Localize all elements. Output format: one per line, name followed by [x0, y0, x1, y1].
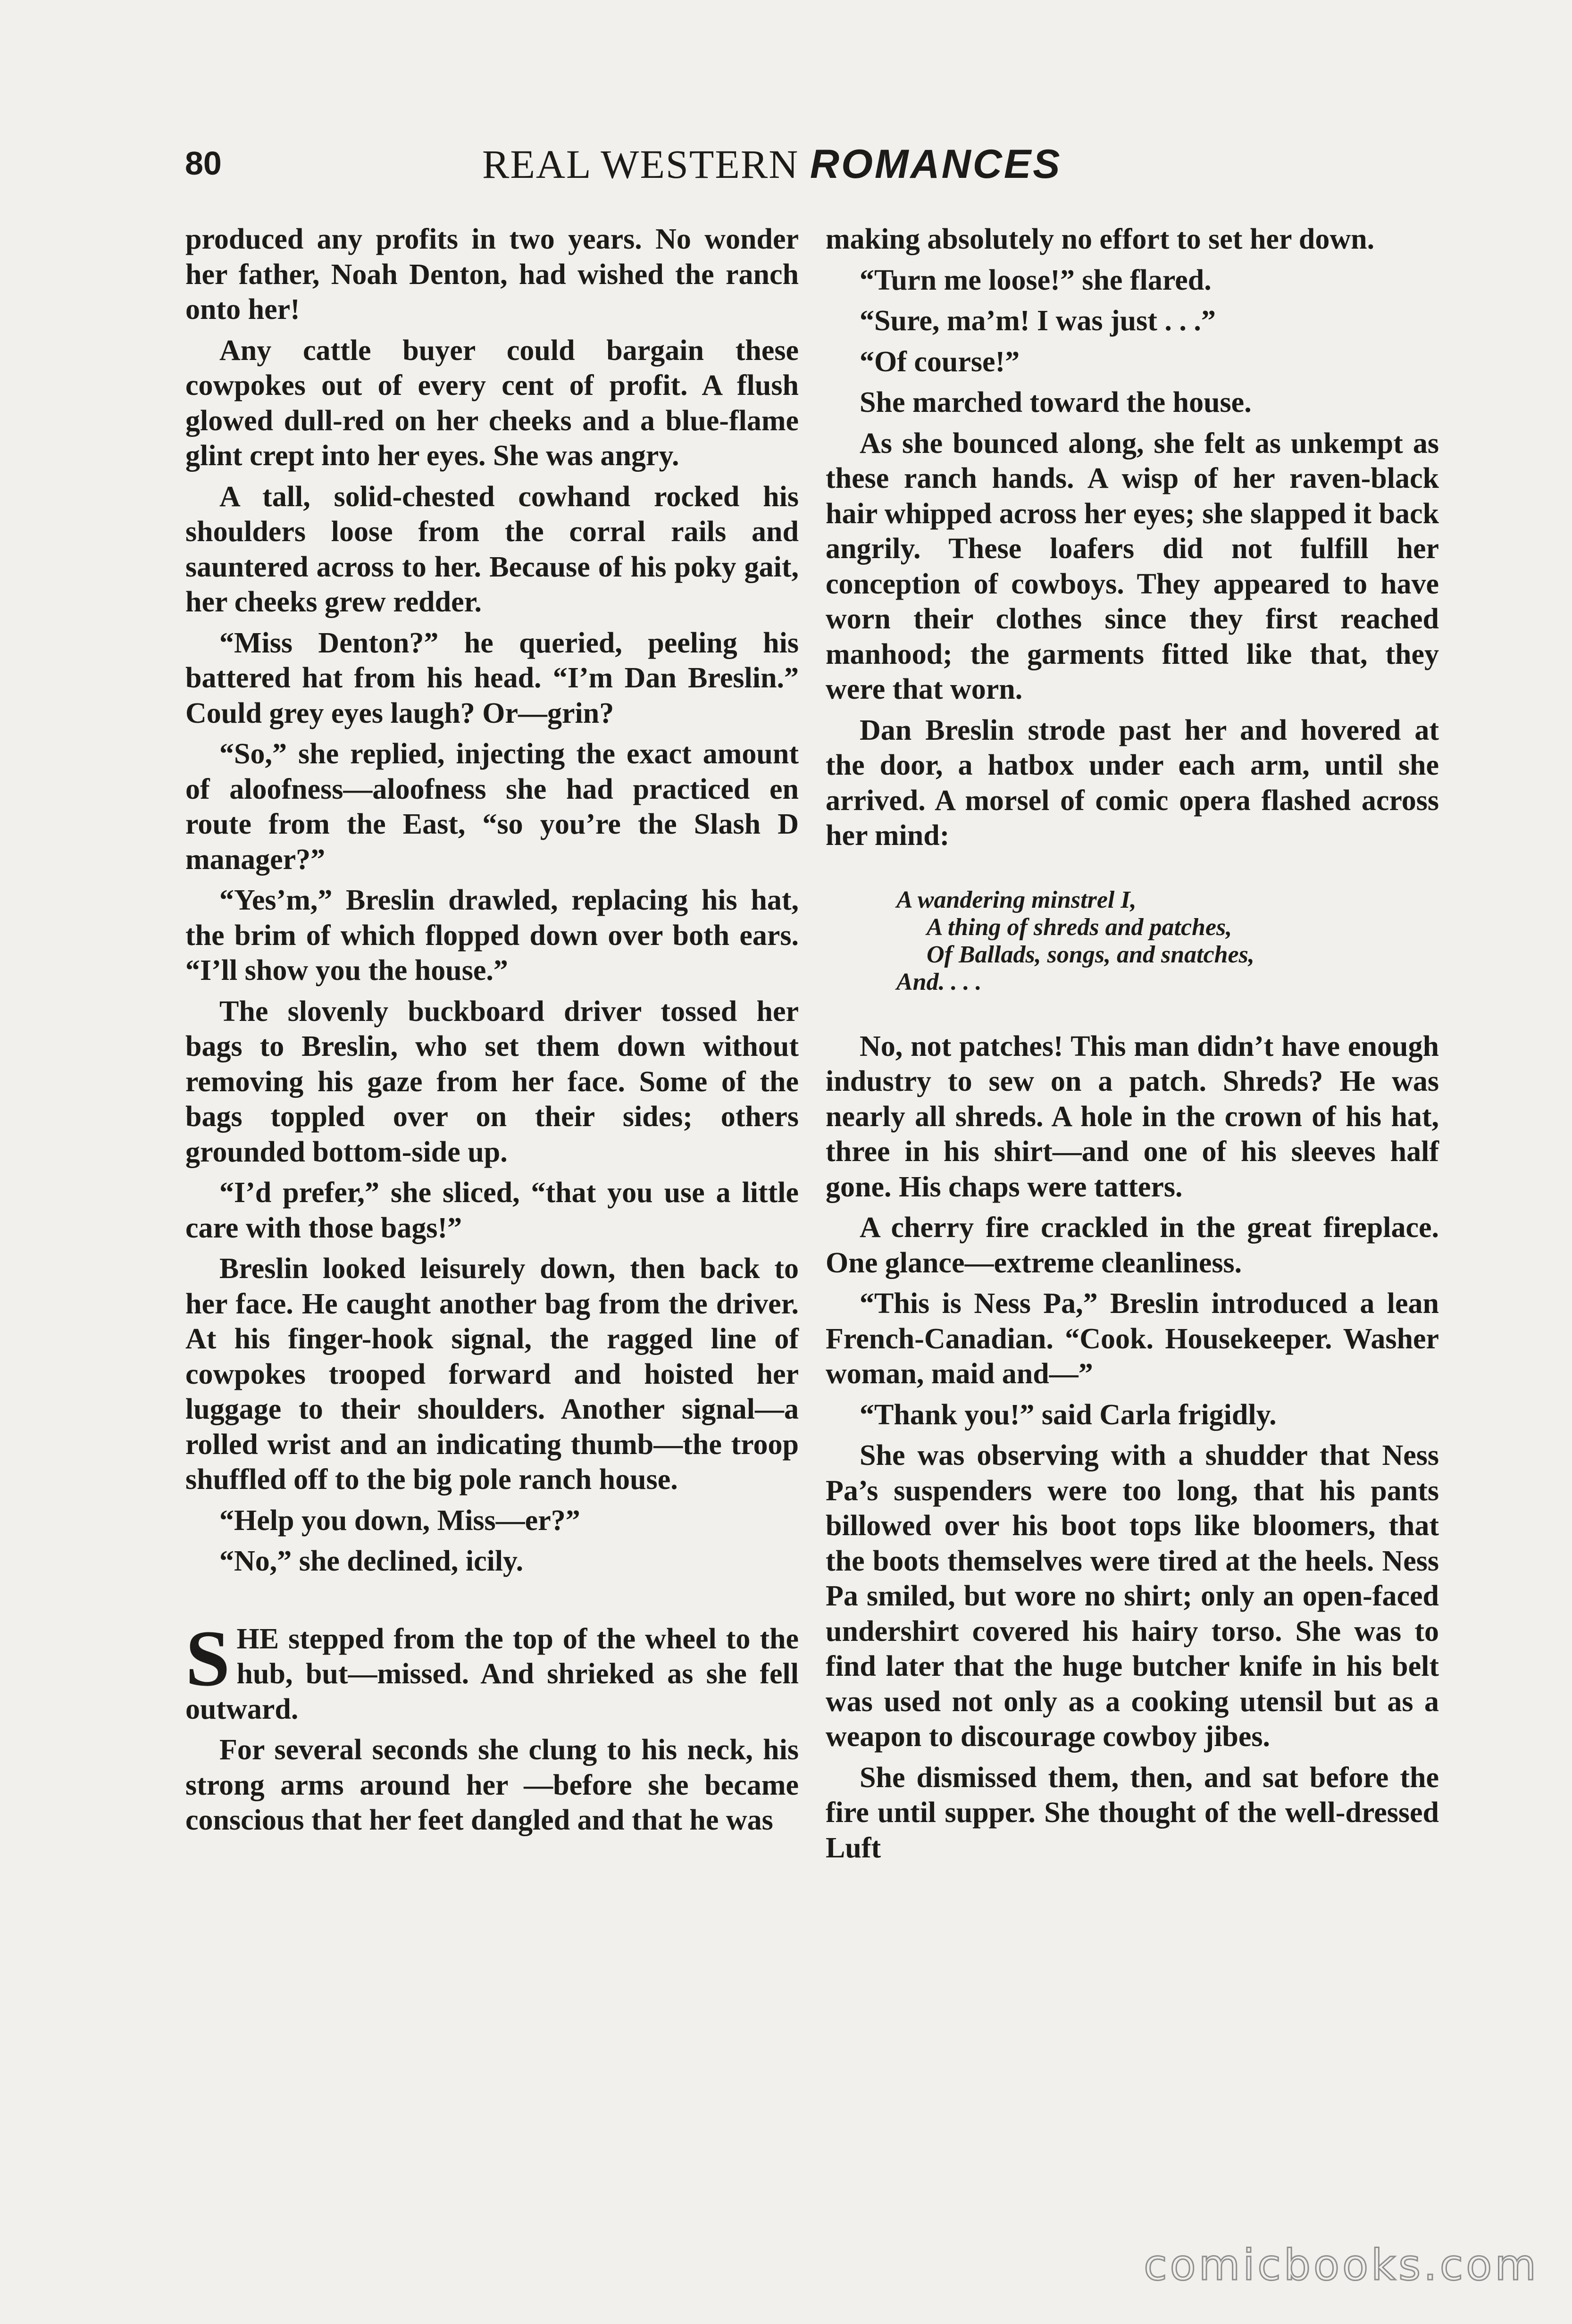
paragraph: She was observing with a shudder that Ness Pa’s suspenders were too long, that his pants billowed over his boot tops like bloomers, that the boots themselves were tired at the heels. Ness Pa smiled, but wore no shirt; only an open-faced undershirt covered his hairy torso. She was to find later that the huge butcher knife in his belt was used not only as a cooking utensil but as a weapon to discourage cowboy jibes.: [826, 1439, 1439, 1753]
paragraph: “This is Ness Pa,” Breslin introduced a lean French-Canadian. “Cook. Housekeeper. Washer woman, maid and—”: [826, 1287, 1439, 1390]
title-styled: ROMANCES: [810, 142, 1062, 187]
paragraph: “Sure, ma’m! I was just . . .”: [860, 305, 1216, 337]
left-column: [185, 222, 799, 1844]
paragraph: “Of course!”: [860, 345, 1020, 378]
page-header: [185, 141, 1412, 197]
paragraph: “Miss Denton?” he queried, peeling his battered hat from his head. “I’m Dan Breslin.” Could grey eyes laugh? Or—grin?: [185, 627, 799, 729]
title-plain: REAL WESTERN: [482, 142, 799, 187]
paragraph: The slovenly buckboard driver tossed her bags to Breslin, who set them down without removing his gaze from her face. Some of the bags toppled over on their sides; others grounded bottom-side up.: [185, 995, 799, 1168]
paragraph: produced any profits in two years. No wonder her father, Noah Denton, had wished the ranch onto her!: [185, 223, 799, 326]
paragraph: A cherry fire crackled in the great fireplace. One glance—extreme cleanliness.: [826, 1212, 1439, 1279]
paragraph: “Help you down, Miss—er?”: [219, 1504, 580, 1537]
poem-quote: [896, 886, 1439, 996]
paragraph: Breslin looked leisurely down, then back to her face. He caught another bag from the driver. At his finger-hook signal, the ragged line of cowpokes trooped forward and hoisted her luggage to their shoulders. Another signal—a rolled wrist and an indicating thumb—the troop shuffled off to the big pole ranch house.: [185, 1253, 799, 1496]
paragraph: A tall, solid-chested cowhand rocked his shoulders loose from the corral rails and sauntered across to her. Because of his poky gait, her cheeks grew redder.: [185, 480, 799, 618]
paragraph: No, not patches! This man didn’t have enough industry to sew on a patch. Shreds? He was nearly all shreds. A hole in the crown of his hat, three in his shirt—and one of his sleeves half gone. His chaps were tatters.: [826, 1030, 1439, 1203]
magazine-title: [482, 141, 1062, 188]
page-number: 80: [185, 145, 222, 182]
paragraph: “Turn me loose!” she flared.: [860, 264, 1212, 296]
paragraph: “Yes’m,” Breslin drawled, replacing his hat, the brim of which flopped down over both ears. “I’ll show you the house.”: [185, 884, 799, 986]
paragraph: Dan Breslin strode past her and hovered at the door, a hatbox under each arm, until she arrived. A morsel of comic opera flashed across her mind:: [826, 714, 1439, 852]
paragraph: making absolutely no effort to set her down.: [826, 223, 1375, 255]
right-column: [826, 222, 1439, 1871]
paragraph: Any cattle buyer could bargain these cowpokes out of every cent of profit. A flush glowed dull-red on her cheeks and a blue-flame glint crept into her eyes. She was angry.: [185, 334, 799, 472]
paragraph: “I’d prefer,” she sliced, “that you use a little care with those bags!”: [185, 1177, 799, 1244]
paragraph: “So,” she replied, injecting the exact amount of aloofness—aloofness she had practiced en route from the East, “so you’re the Slash D manager?”: [185, 738, 799, 876]
section-opening-text: HE stepped from the top of the wheel to the hub, but—missed. And shrieked as she fell outward.: [185, 1622, 799, 1725]
poem-line: A wandering minstrel I,: [896, 886, 1137, 913]
paragraph: “No,” she declined, icily.: [219, 1545, 524, 1577]
poem-line: And. . . .: [896, 968, 982, 995]
paragraph: As she bounced along, she felt as unkempt as these ranch hands. A wisp of her raven-black hair whipped across her eyes; she slapped it back angrily. These loafers did not fulfill her conception of cowboys. They appeared to have worn their clothes since they first reached manhood; the garments fitted like that, they were that worn.: [826, 427, 1439, 705]
watermark: comicbooks.com: [1144, 2240, 1539, 2290]
paragraph: For several seconds she clung to his neck, his strong arms around her —before she became conscious that her feet dangled and that he was: [185, 1734, 799, 1836]
paragraph: She dismissed them, then, and sat before the fire until supper. She thought of the well-dressed Luft: [826, 1761, 1439, 1864]
paragraph: She marched toward the house.: [860, 386, 1252, 418]
poem-line: A thing of shreds and patches,: [927, 913, 1232, 941]
paragraph: “Thank you!” said Carla frigidly.: [860, 1398, 1277, 1431]
poem-line: Of Ballads, songs, and snatches,: [927, 941, 1254, 968]
drop-cap: S: [185, 1613, 230, 1703]
section-opening-paragraph: [185, 1613, 799, 1727]
